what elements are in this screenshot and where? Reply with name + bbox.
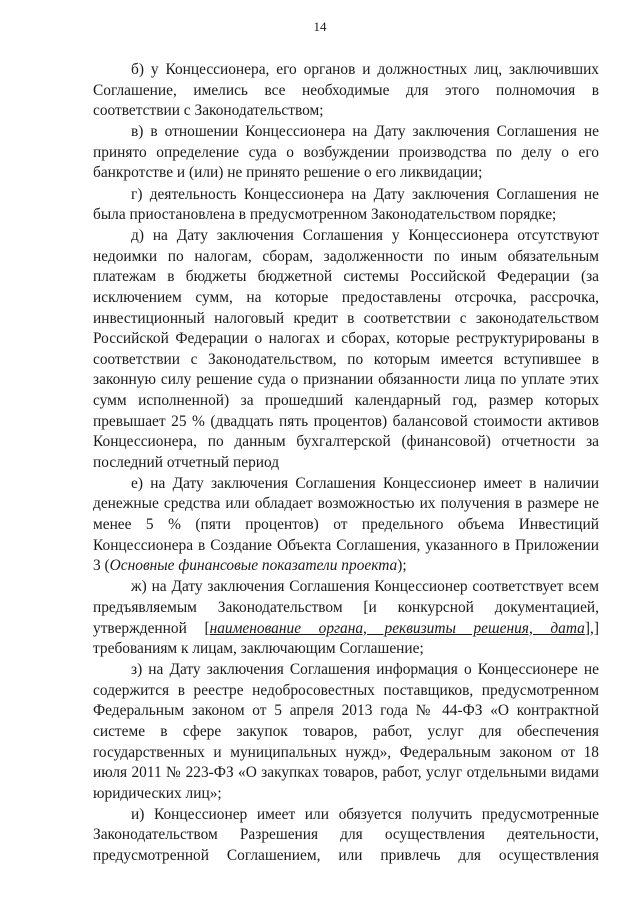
- paragraph-zh-tail: ],] требованиям к лицам, заключающим Соглашение;: [93, 619, 599, 658]
- paragraph-zh-text: ж) на Дату заключения Соглашения Концессионер соответствует всем предъявляемым Законодательством [и конкурсной документацией, утвержденной [: [93, 578, 599, 637]
- paragraph-d: д) на Дату заключения Соглашения у Концессионера отсутствуют недоимки по налогам, сборам, задолженности по иным обязательным платежам в бюджеты бюджетной системы Российской Федерации (за исключением сумм, на которые предоставлены отсрочка, рассрочка, инвестиционный налоговый кредит в соответствии с законодательством Российской Федерации о налогах и сборах, которые реструктурированы в соответствии с Законодательством, по которым имеется вступившее в законную силу решение суда о признании обязанности лица по уплате этих сумм исполненной) за прошедший календарный год, размер которых превышает 25 % (двадцать пять процентов) балансовой стоимости активов Концессионера, по данным бухгалтерской (финансовой) отчетности за последний отчетный период: [93, 227, 599, 471]
- paragraph-e-text: е) на Дату заключения Соглашения Концессионер имеет в наличии денежные средства или обладает возможностью их получения в размере не менее 5 % (пяти процентов) от предельного объема Инвестиций Концессионера в Создание Объекта Соглашения, указанного в Приложении 3 (: [93, 474, 599, 575]
- paragraph-e: [93, 474, 599, 577]
- paragraph-g: г) деятельность Концессионера на Дату заключения Соглашения не была приостановлена в предусмотренном Законодательством порядке;: [93, 185, 599, 224]
- page-number: 14: [313, 19, 327, 34]
- document-body: [93, 60, 599, 867]
- paragraph-zh-underlined: наименование органа, реквизиты решения, дата: [209, 619, 585, 637]
- paragraph-e-italic: Основные финансовые показатели проекта: [109, 557, 398, 575]
- paragraph-b: б) у Концессионера, его органов и должностных лиц, заключивших Соглашение, имелись все необходимые для этого полномочия в соответствии с Законодательством;: [93, 61, 599, 120]
- paragraph-z: з) на Дату заключения Соглашения информация о Концессионере не содержится в реестре недобросовестных поставщиков, предусмотренном Федеральным законом от 5 апреля 2013 года № 44-ФЗ «О контрактной системе в сфере закупок товаров, работ, услуг для обеспечения государственных и муниципальных нужд», Федеральным законом от 18 июля 2011 № 223-ФЗ «О закупках товаров, работ, услуг отдельными видами юридических лиц»;: [93, 661, 599, 802]
- paragraph-v: в) в отношении Концессионера на Дату заключения Соглашения не принято определение суда о возбуждении производства по делу о его банкротстве и (или) не принято решение о его ликвидации;: [93, 123, 599, 182]
- paragraph-e-tail: );: [397, 557, 407, 575]
- paragraph-i: и) Концессионер имеет или обязуется получить предусмотренные Законодательством Разрешения для осуществления деятельности, предусмотренной Соглашением, или привлечь для осуществления: [93, 805, 599, 865]
- paragraph-zh: [93, 577, 599, 659]
